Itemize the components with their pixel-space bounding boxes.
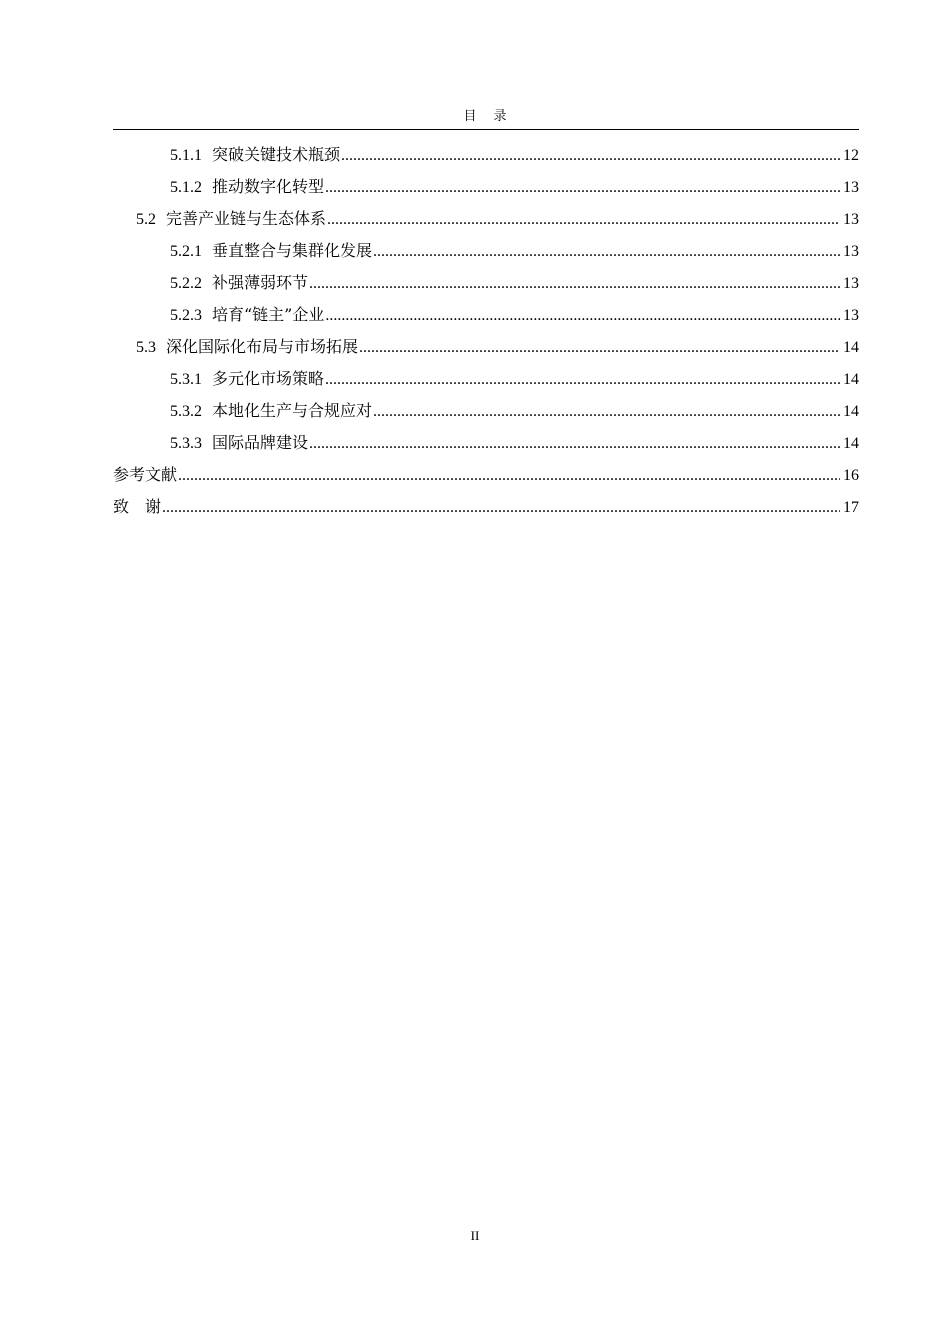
toc-entry-5-2[interactable]	[113, 206, 859, 238]
toc-entry-page: 14	[843, 435, 859, 452]
toc-entry-title: 培育“链主”企业	[212, 305, 325, 324]
toc-entry-5-3-1[interactable]	[113, 366, 859, 398]
toc-entry-number: 5.2.3	[170, 307, 202, 324]
toc-entry-title: 深化国际化布局与市场拓展	[166, 337, 359, 356]
toc-entry-title: 推动数字化转型	[212, 177, 325, 196]
toc-entry-title: 致 谢	[113, 497, 162, 516]
toc-entry-page: 17	[843, 499, 859, 516]
toc-entry-page: 14	[843, 371, 859, 388]
toc-entry-number: 5.3.1	[170, 371, 202, 388]
toc-entry-5-2-2[interactable]	[113, 270, 859, 302]
toc-entry-5-3-2[interactable]	[113, 398, 859, 430]
toc-entry-page: 13	[843, 243, 859, 260]
toc-entry-number: 5.3.2	[170, 403, 202, 420]
toc-entry-page: 13	[843, 211, 859, 228]
toc-entry-title: 垂直整合与集群化发展	[212, 241, 373, 260]
toc-dot-leader	[309, 431, 840, 457]
toc-entry-page: 13	[843, 179, 859, 196]
toc-dot-leader	[309, 271, 840, 297]
toc-entry-5-3[interactable]	[113, 334, 859, 366]
toc-dot-leader	[373, 239, 840, 265]
toc-dot-leader	[325, 303, 840, 329]
toc-dot-leader	[327, 207, 840, 233]
toc-entry-5-1-2[interactable]	[113, 174, 859, 206]
toc-entry-page: 16	[843, 467, 859, 484]
page-header	[113, 108, 859, 130]
toc-entry-page: 12	[843, 147, 859, 164]
toc-dot-leader	[325, 367, 840, 393]
toc-entry-acknowledgements[interactable]	[113, 494, 859, 526]
toc-dot-leader	[359, 335, 840, 361]
toc-entry-5-3-3[interactable]	[113, 430, 859, 462]
toc-entry-title: 补强薄弱环节	[212, 273, 309, 292]
toc-entry-page: 14	[843, 339, 859, 356]
toc-entry-title: 多元化市场策略	[212, 369, 325, 388]
toc-entry-page: 13	[843, 275, 859, 292]
toc-entry-number: 5.3.3	[170, 435, 202, 452]
toc-dot-leader	[178, 463, 840, 489]
page-number: II	[470, 1228, 480, 1243]
toc-entry-title: 参考文献	[113, 465, 178, 484]
toc-dot-leader	[325, 175, 840, 201]
toc-entry-page: 13	[843, 307, 859, 324]
toc-entry-5-1-1[interactable]	[113, 142, 859, 174]
table-of-contents	[113, 142, 859, 526]
toc-entry-title: 本地化生产与合规应对	[212, 401, 373, 420]
toc-entry-title: 完善产业链与生态体系	[166, 209, 327, 228]
toc-entry-5-2-3[interactable]	[113, 302, 859, 334]
toc-entry-title: 突破关键技术瓶颈	[212, 145, 341, 164]
toc-entry-number: 5.2.1	[170, 243, 202, 260]
toc-entry-title: 国际品牌建设	[212, 433, 309, 452]
toc-entry-references[interactable]	[113, 462, 859, 494]
toc-entry-5-2-1[interactable]	[113, 238, 859, 270]
toc-dot-leader	[162, 495, 840, 521]
toc-entry-number: 5.2.2	[170, 275, 202, 292]
toc-entry-page: 14	[843, 403, 859, 420]
toc-entry-number: 5.3	[136, 339, 156, 356]
toc-entry-number: 5.2	[136, 211, 156, 228]
header-title: 目 录	[463, 109, 509, 124]
toc-entry-number: 5.1.2	[170, 179, 202, 196]
toc-entry-number: 5.1.1	[170, 147, 202, 164]
toc-dot-leader	[373, 399, 840, 425]
toc-dot-leader	[341, 143, 840, 169]
